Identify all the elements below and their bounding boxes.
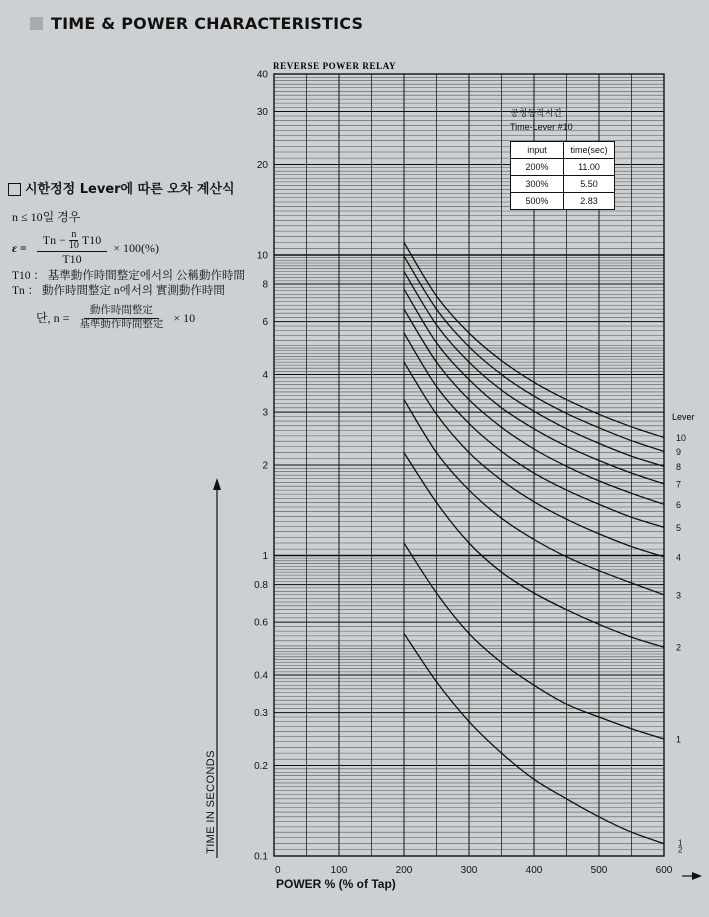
lever-label: 4 bbox=[676, 552, 682, 563]
times-100-percent: × 100(%) bbox=[113, 240, 159, 255]
y-tick-label: 8 bbox=[262, 279, 268, 291]
table-cell-input: 200% bbox=[511, 158, 564, 175]
y-tick-label: 0.4 bbox=[254, 670, 268, 682]
epsilon-symbol: ε = bbox=[12, 240, 27, 255]
lever-label: 1 bbox=[676, 734, 682, 745]
lever-label: 9 bbox=[676, 446, 682, 457]
x-tick-label: 0 bbox=[275, 865, 281, 876]
definition-tn: Tn ： 動作時間整定 n에서의 實測動作時間 bbox=[12, 285, 225, 298]
formula-heading-text: 시한정정 Lever에 따른 오차 계산식 bbox=[25, 182, 235, 197]
inset-caption-lever: Time-Lever #10 bbox=[510, 122, 573, 133]
y-tick-label: 0.1 bbox=[254, 851, 268, 863]
table-cell-time: 5.50 bbox=[564, 175, 615, 192]
y-tick-label: 40 bbox=[256, 69, 268, 81]
n-definition-lhs: 단, n = bbox=[36, 310, 70, 325]
inset-caption-korean: 공칭동작시간 bbox=[510, 108, 563, 118]
lever-label: 3 bbox=[676, 590, 682, 601]
formula-condition: n ≤ 10일 경우 bbox=[12, 209, 81, 224]
table-cell-input: 500% bbox=[511, 192, 564, 209]
table-row bbox=[511, 175, 615, 192]
definition-t10: T10 ： 基準動作時間整定에서의 公稱動作時間 bbox=[12, 270, 245, 283]
x-tick-label: 400 bbox=[525, 865, 543, 876]
lever-label: 2 bbox=[678, 845, 683, 855]
table-row bbox=[511, 158, 615, 175]
error-fraction-denominator: T10 bbox=[62, 251, 82, 266]
nominal-time-inset bbox=[510, 106, 620, 210]
lever-legend bbox=[672, 412, 695, 855]
x-tick-label: 100 bbox=[330, 865, 348, 876]
table-header-input: input bbox=[511, 141, 564, 158]
table-cell-time: 11.00 bbox=[564, 158, 615, 175]
lever-label: 8 bbox=[676, 461, 682, 472]
y-tick-label: 1 bbox=[262, 550, 268, 562]
x-axis-arrow-icon bbox=[682, 870, 702, 880]
lever-label: 6 bbox=[676, 499, 682, 510]
page-title-text: TIME & POWER CHARACTERISTICS bbox=[51, 14, 364, 33]
x-tick-label: 300 bbox=[460, 865, 478, 876]
x-tick-label: 200 bbox=[395, 865, 413, 876]
chart-title: REVERSE POWER RELAY bbox=[273, 61, 397, 71]
y-tick-label: 3 bbox=[262, 407, 268, 419]
lever-label: 10 bbox=[676, 432, 687, 443]
x-tick-label: 600 bbox=[655, 865, 673, 876]
n-fraction-numerator: 動作時間整定 bbox=[84, 305, 159, 319]
table-header-row bbox=[511, 141, 615, 158]
y-tick-label: 0.2 bbox=[254, 761, 268, 773]
lever-label: 5 bbox=[676, 522, 682, 533]
y-tick-labels bbox=[254, 70, 268, 863]
y-tick-label: 20 bbox=[256, 159, 268, 171]
x-axis-label: POWER % (% of Tap) bbox=[276, 877, 396, 891]
lever-label: 2 bbox=[676, 642, 682, 653]
y-tick-label: 0.6 bbox=[254, 617, 268, 629]
tn-term: Tn − bbox=[42, 233, 66, 248]
table-cell-input: 300% bbox=[511, 175, 564, 192]
y-tick-label: 30 bbox=[256, 107, 268, 119]
lever-label: 1 bbox=[678, 838, 683, 848]
ten-term: 10 bbox=[68, 239, 79, 251]
y-tick-label: 0.3 bbox=[254, 708, 268, 720]
table-row bbox=[511, 192, 615, 209]
x-tick-label: 500 bbox=[590, 865, 608, 876]
table-cell-time: 2.83 bbox=[564, 192, 615, 209]
lever-label: 7 bbox=[676, 479, 682, 490]
y-tick-label: 6 bbox=[262, 317, 268, 329]
n-times-10: × 10 bbox=[173, 310, 196, 325]
table-header-time: time(sec) bbox=[564, 141, 615, 158]
x-tick-labels bbox=[275, 865, 673, 876]
legend-title: Lever bbox=[672, 412, 695, 422]
n-term: n bbox=[71, 228, 77, 240]
y-axis-label: TIME IN SECONDS bbox=[205, 750, 217, 854]
y-tick-label: 0.8 bbox=[254, 580, 268, 592]
y-tick-label: 2 bbox=[262, 460, 268, 472]
nominal-time-table bbox=[510, 141, 615, 210]
n-fraction-denominator: 基準動作時間整定 bbox=[79, 318, 164, 330]
y-tick-label: 10 bbox=[256, 250, 268, 262]
t10-term: T10 bbox=[81, 233, 102, 248]
y-tick-label: 4 bbox=[262, 370, 268, 382]
